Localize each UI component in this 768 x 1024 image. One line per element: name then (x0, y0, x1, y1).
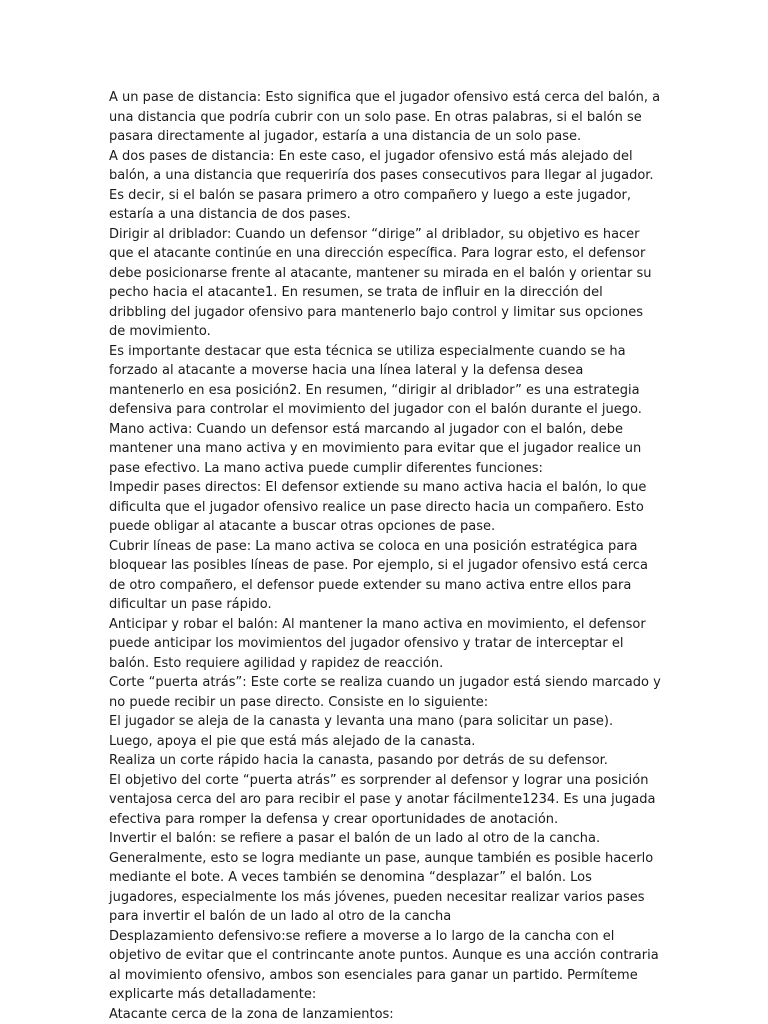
paragraph-invertir-balon: Invertir el balón: se refiere a pasar el balón de un lado al otro de la cancha. Generalmente, esto se logra mediante un pase, aunque también es posible hacerlo mediante el bote. A veces también se denomina “desplazar” el balón. Los jugadores, especialmente los más jóvenes, pueden necesitar realizar varios pases para invertir el balón de un lado al otro de la cancha (109, 831, 654, 924)
paragraph-cubrir-lineas: Cubrir líneas de pase: La mano activa se coloca en una posición estratégica para bloquear las posibles líneas de pase. Por ejemplo, si el jugador ofensivo está cerca de otro compañero, el defensor puede extender su mano activa entre ellos para dificultar un pase rápido. (109, 538, 648, 612)
paragraph-atacante-zona: Atacante cerca de la zona de lanzamientos: (109, 1006, 394, 1022)
paragraph-paso-corte-rapido: Realiza un corte rápido hacia la canasta, pasando por detrás de su defensor. (109, 753, 608, 768)
paragraph-paso-apoyar-pie: Luego, apoya el pie que está más alejado de la canasta. (109, 733, 476, 749)
paragraph-objetivo-corte: El objetivo del corte “puerta atrás” es sorprender al defensor y lograr una posición ventajosa cerca del aro para recibir el pase y anotar fácilmente1234. Es una jugada efectiva para romper la defensa y crear oportunidades de anotación. (109, 772, 656, 827)
paragraph-dirigir-driblador: Dirigir al driblador: Cuando un defensor “dirige” al driblador, su objetivo es hacer que el atacante continúe en una dirección específica. Para lograr esto, el defensor debe posicionarse frente al atacante, mantener su mirada en el balón y orientar su pecho hacia el atacante1. En resumen, se trata de influir en la dirección del dribbling del jugador ofensivo para mantenerlo bajo control y limitar sus opciones de movimiento. (109, 226, 652, 339)
paragraph-impedir-pases: Impedir pases directos: El defensor extiende su mano activa hacia el balón, lo que dificulta que el jugador ofensivo realice un pase directo hacia un compañero. Esto puede obligar al atacante a buscar otras opciones de pase. (109, 480, 647, 534)
paragraph-mano-activa: Mano activa: Cuando un defensor está marcando al jugador con el balón, debe mantener una mano activa y en movimiento para evitar que el jugador realice un pase efectivo. La mano activa puede cumplir diferentes funciones: (109, 421, 642, 476)
document-body (109, 88, 661, 1024)
paragraph-desplazamiento-defensivo: Desplazamiento defensivo:se refiere a moverse a lo largo de la cancha con el objetivo de evitar que el contrincante anote puntos. Aunque es una acción contraria al movimiento ofensivo, ambos son esenciales para ganar un partido. Permíteme explicarte más detalladamente: (109, 928, 659, 1002)
paragraph-paso-alejarse: El jugador se aleja de la canasta y levanta una mano (para solicitar un pase). (109, 714, 614, 729)
paragraph-corte-puerta-atras: Corte “puerta atrás”: Este corte se realiza cuando un jugador está siendo marcado y no puede recibir un pase directo. Consiste en lo siguiente: (109, 675, 661, 710)
paragraph-pase-distancia: A un pase de distancia: Esto significa que el jugador ofensivo está cerca del balón, a una distancia que podría cubrir con un solo pase. En otras palabras, si el balón se pasara directamente al jugador, estaría a una distancia de un solo pase. (109, 90, 661, 144)
paragraph-tecnica-importante: Es importante destacar que esta técnica se utiliza especialmente cuando se ha forzado al atacante a moverse hacia una línea lateral y la defensa desea mantenerlo en esa posición2. En resumen, “dirigir al driblador” es una estrategia defensiva para controlar el movimiento del jugador con el balón durante el juego. (109, 343, 642, 417)
paragraph-anticipar-robar: Anticipar y robar el balón: Al mantener la mano activa en movimiento, el defensor puede anticipar los movimientos del jugador ofensivo y tratar de interceptar el balón. Esto requiere agilidad y rapidez de reacción. (109, 616, 646, 671)
paragraph-dos-pases: A dos pases de distancia: En este caso, el jugador ofensivo está más alejado del balón, a una distancia que requeriría dos pases consecutivos para llegar al jugador. Es decir, si el balón se pasara primero a otro compañero y luego a este jugador, estaría a una distancia de dos pases. (109, 148, 654, 222)
